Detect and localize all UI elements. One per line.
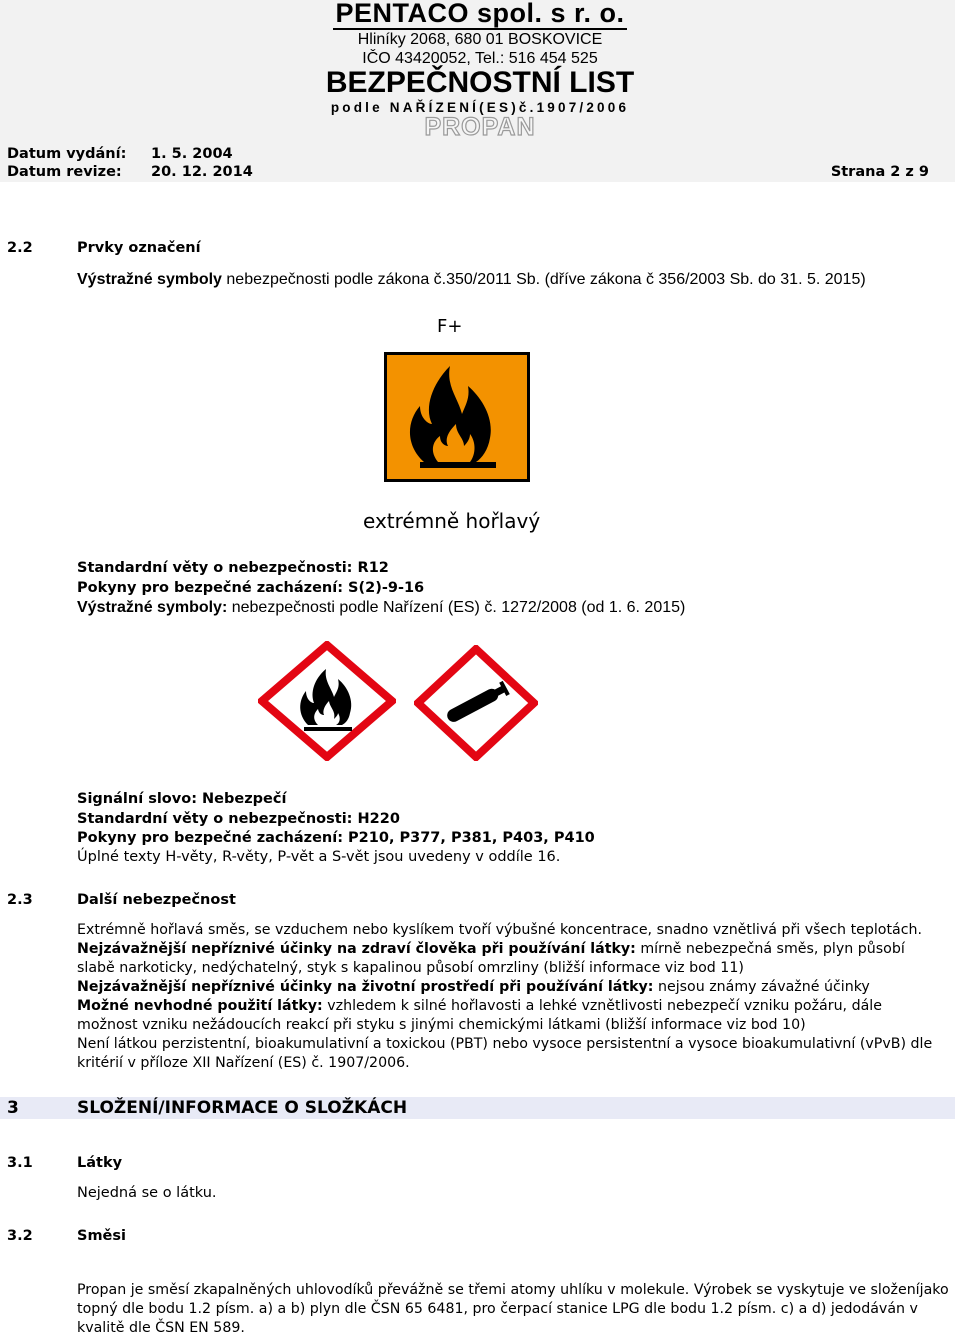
product-name: PROPAN <box>424 113 536 141</box>
section-3-1-text: Nejedná se o látku. <box>77 1185 217 1201</box>
company-ico-tel: IČO 43420052, Tel.: 516 454 525 <box>362 50 598 67</box>
clp-symbols-line: Výstražné symboly: nebezpečnosti podle Nařízení (ES) č. 1272/2008 (od 1. 6. 2015) <box>77 599 686 616</box>
regulation-subtitle: podle NAŘÍZENÍ(ES)č.1907/2006 <box>330 100 630 115</box>
warning-symbols-law-line: Výstražné symboly nebezpečnosti podle zákona č.350/2011 Sb. (dříve zákona č 356/2003 Sb. do 31. 5. 2015) <box>77 271 866 288</box>
section-3-2-number: 3.2 <box>7 1228 33 1244</box>
hazard-line-6: možnost vzniku nežádoucích reakcí při styku s jinými chemickými látkami (bližší informace viz bod 10) <box>77 1017 806 1033</box>
section-3-1-title: Látky <box>77 1155 123 1171</box>
hazard-line-4: Nejzávažnější nepříznivé účinky na životní prostředí při používání látky: nejsou známy závažné účinky <box>77 979 870 995</box>
section-3-title: SLOŽENÍ/INFORMACE O SLOŽKÁCH <box>77 1098 408 1118</box>
section-2-2-title: Prvky označení <box>77 240 201 256</box>
hazard-line-7: Není látkou perzistentní, bioakumulativní a toxickou (PBT) nebo vysoce persistentní a vysoce bioakumulativní (vPvB) dle <box>77 1036 933 1052</box>
company-name: PENTACO spol. s r. o. <box>335 0 625 28</box>
h-statements-line: Standardní věty o nebezpečnosti: H220 <box>77 811 400 827</box>
section-2-2-number: 2.2 <box>7 240 33 256</box>
f-plus-caption: extrémně hořlavý <box>363 509 541 533</box>
revised-value: 20. 12. 2014 <box>151 164 253 180</box>
hazard-line-5: Možné nevhodné použití látky: vzhledem k silné hořlavosti a lehké vznětlivosti nebezpečí vzniku požáru, dále <box>77 998 882 1014</box>
hazard-line-3: slabě narkoticky, nedýchatelný, styk s kapalinou působí omrzliny (bližší informace viz bod 11) <box>77 960 744 976</box>
document-title: BEZPEČNOSTNÍ LIST <box>325 66 635 99</box>
mixture-line-1: Propan je směsí zkapalněných uhlovodíků převážně se třemi atomy uhlíku v molekule. Výrobek se vyskytuje ve složeníjako <box>77 1282 949 1298</box>
signal-word-line: Signální slovo: Nebezpečí <box>77 791 287 807</box>
hazard-line-1: Extrémně hořlavá směs, se vzduchem nebo kyslíkem tvoří výbušné koncentrace, snadno vznětlivá při všech teplotách. <box>77 922 923 938</box>
section-2-3-title: Další nebezpečnost <box>77 892 236 908</box>
orange-flame-icon <box>384 352 530 482</box>
issued-label: Datum vydání: <box>7 146 127 162</box>
r-phrases-line: Standardní věty o nebezpečnosti: R12 <box>77 560 389 576</box>
company-address: Hliníky 2068, 680 01 BOSKOVICE <box>357 31 603 48</box>
section-3-number: 3 <box>7 1098 19 1118</box>
f-plus-code: F+ <box>437 316 463 337</box>
s-phrases-line: Pokyny pro bezpečné zacházení: S(2)-9-16 <box>77 580 425 596</box>
page-number: Strana 2 z 9 <box>830 164 929 180</box>
issued-value: 1. 5. 2004 <box>151 146 233 162</box>
full-texts-note: Úplné texty H-věty, R-věty, P-vět a S-vět jsou uvedeny v oddíle 16. <box>77 849 561 865</box>
revised-label: Datum revize: <box>7 164 122 180</box>
section-3-1-number: 3.1 <box>7 1155 33 1171</box>
mixture-line-3: kvalitě dle ČSN EN 589. <box>77 1320 245 1336</box>
p-statements-line: Pokyny pro bezpečné zacházení: P210, P377, P381, P403, P410 <box>77 830 595 846</box>
ghs-gas-cylinder-icon <box>414 645 538 761</box>
ghs-flame-icon <box>258 641 396 761</box>
section-3-2-title: Směsi <box>77 1228 126 1244</box>
mixture-line-2: topný dle bodu 1.2 písm. a) a b) plyn dle ČSN 65 6481, pro čerpací stanice LPG dle bodu 1.2 písm. c) a d) jedodáván v <box>77 1301 918 1317</box>
section-2-3-number: 2.3 <box>7 892 33 908</box>
hazard-line-8: kritérií v příloze XII Nařízení (ES) č. 1907/2006. <box>77 1055 410 1071</box>
hazard-line-2: Nejzávažnější nepříznivé účinky na zdraví člověka při používání látky: mírně nebezpečná směs, plyn působí <box>77 941 905 957</box>
